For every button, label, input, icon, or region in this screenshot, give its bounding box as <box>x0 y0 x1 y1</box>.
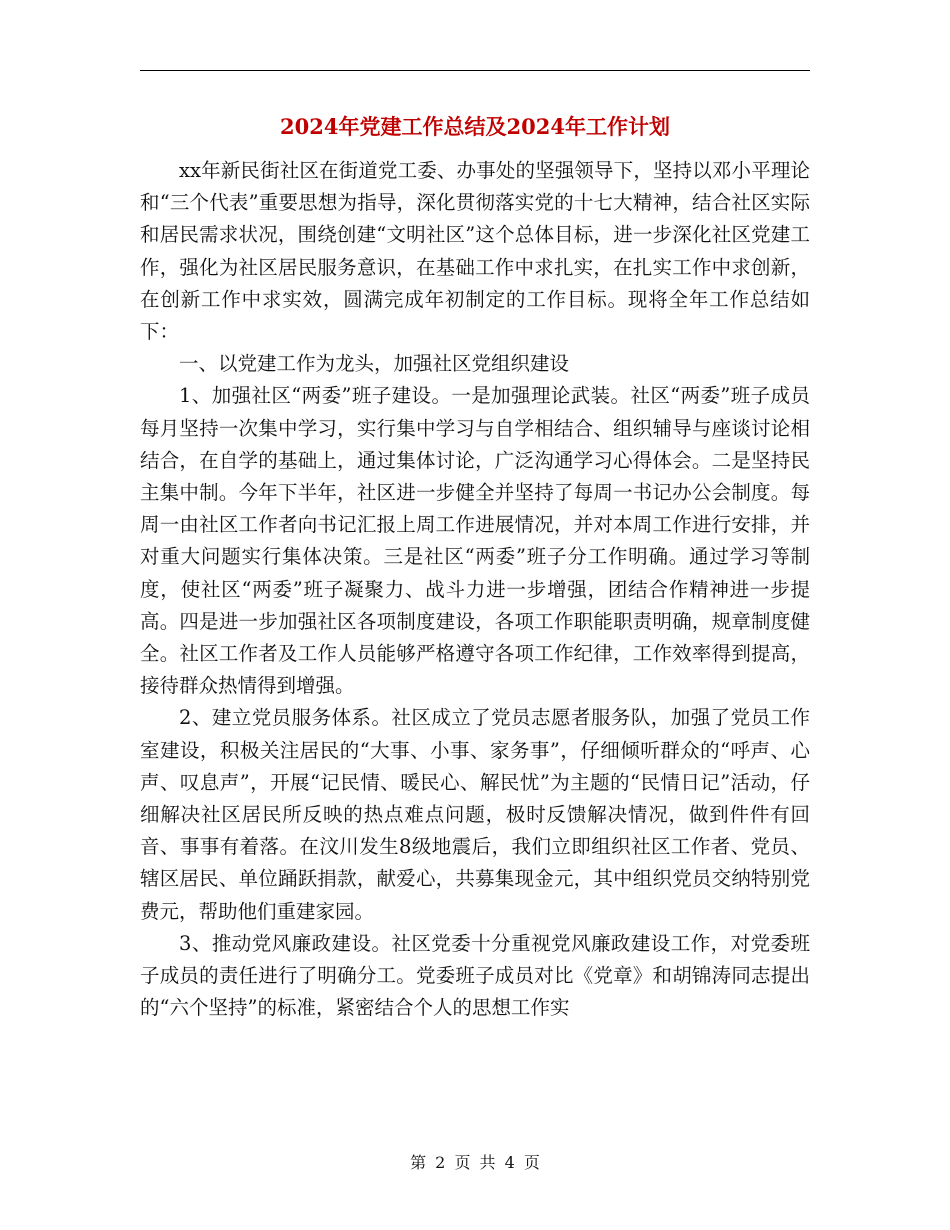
paragraph-item-2: 2、建立党员服务体系。社区成立了党员志愿者服务队，加强了党员工作室建设，积极关注居民的“大事、小事、家务事”，仔细倾听群众的“呼声、心声、叹息声”，开展“记民情、暖民心、解民忧”为主题的“民情日记”活动，仔细解决社区居民所反映的热点难点问题，极时反馈解决情况，做到件件有回音、事事有着落。在汶川发生8级地震后，我们立即组织社区工作者、党员、辖区居民、单位踊跃捐款，献爱心，共募集现金元，其中组织党员交纳特别党费元，帮助他们重建家园。 <box>140 706 810 923</box>
document-title: 2024年党建工作总结及2024年工作计划 <box>280 114 670 139</box>
page-footer: 第 2 页 共 4 页 <box>410 1153 540 1172</box>
paragraph-intro: xx年新民街社区在街道党工委、办事处的坚强领导下，坚持以邓小平理论和“三个代表”重要思想为指导，深化贯彻落实党的十七大精神，结合社区实际和居民需求状况，围绕创建“文明社区”这个总体目标，进一步深化社区党建工作，强化为社区居民服务意识，在基础工作中求扎实，在扎实工作中求创新，在创新工作中求实效，圆满完成年初制定的工作目标。现将全年工作总结如下： <box>140 159 810 344</box>
paragraph-item-3: 3、推动党风廉政建设。社区党委十分重视党风廉政建设工作，对党委班子成员的责任进行了明确分工。党委班子成员对比《党章》和胡锦涛同志提出的“六个坚持”的标准，紧密结合个人的思想工作实 <box>140 931 810 1020</box>
section-heading-1: 一、以党建工作为龙头，加强社区党组织建设 <box>179 352 570 376</box>
paragraph-item-1: 1、加强社区“两委”班子建设。一是加强理论武装。社区“两委”班子成员每月坚持一次集中学习，实行集中学习与自学相结合、组织辅导与座谈讨论相结合，在自学的基础上，通过集体讨论，广泛沟通学习心得体会。二是坚持民主集中制。今年下半年，社区进一步健全并坚持了每周一书记办公会制度。每周一由社区工作者向书记汇报上周工作进展情况，并对本周工作进行安排，并对重大问题实行集体决策。三是社区“两委”班子分工作明确。通过学习等制度，使社区“两委”班子凝聚力、战斗力进一步增强，团结合作精神进一步提高。四是进一步加强社区各项制度建设，各项工作职能职责明确，规章制度健全。社区工作者及工作人员能够严格遵守各项工作纪律，工作效率得到提高，接待群众热情得到增强。 <box>140 384 810 698</box>
header-rule <box>140 70 810 71</box>
document-body <box>140 155 810 1024</box>
